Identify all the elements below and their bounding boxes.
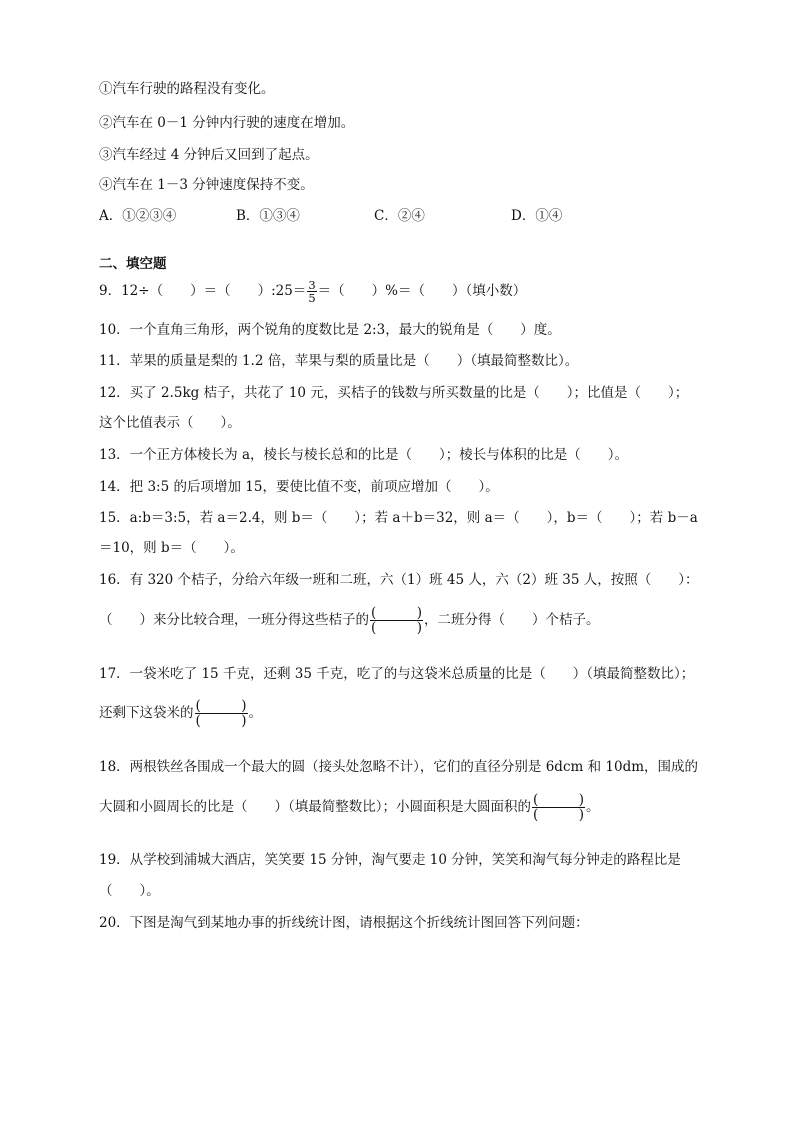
question-17-line-2 <box>99 699 262 728</box>
option-b: B．①③④ <box>236 208 300 224</box>
q18-fraction <box>532 793 585 822</box>
q17-fraction <box>195 699 248 728</box>
question-12-line-2: 这个比值表示（ ）。 <box>99 415 241 431</box>
option-a: A．①②③④ <box>99 208 177 224</box>
question-10: 10．一个直角三角形，两个锐角的度数比是 2:3，最大的锐角是（ ）度。 <box>99 322 561 338</box>
question-11: 11．苹果的质量是梨的 1.2 倍，苹果与梨的质量比是（ ）（填最简整数比）。 <box>99 353 579 369</box>
q18-numerator: ( ) <box>533 792 585 808</box>
q17-part-b: 。 <box>248 705 263 721</box>
q16-part-b: ，二班分得（ ）个桔子。 <box>424 612 600 628</box>
question-13: 13．一个正方体棱长为 a，棱长与棱长总和的比是（ ）；棱长与体积的比是（ ）。 <box>99 447 629 463</box>
q18-denominator: ( ) <box>533 807 585 823</box>
question-14: 14．把 3:5 的后项增加 15，要使比值不变，前项应增加（ ）。 <box>99 479 499 495</box>
q9-numerator: 3 <box>308 278 316 292</box>
question-20: 20．下图是淘气到某地办事的折线统计图，请根据这个折线统计图回答下列问题： <box>99 915 589 931</box>
statement-4: ④汽车在 1－3 分钟速度保持不变。 <box>99 177 314 193</box>
option-c: C．②④ <box>374 208 425 224</box>
question-16-line-1: 16．有 320 个桔子，分给六年级一班和二班，六（1）班 45 人，六（2）班 35 人，按照（ ）： <box>99 572 699 588</box>
option-d: D．①④ <box>511 208 563 224</box>
q16-part-a: （ ）来分比较合理，一班分得这些桔子的 <box>99 612 369 628</box>
q17-denominator: ( ) <box>195 713 247 729</box>
question-19-line-1: 19．从学校到浦城大酒店，笑笑要 15 分钟，淘气要走 10 分钟，笑笑和淘气每分钟走的路程比是 <box>99 852 681 868</box>
q18-part-b: 。 <box>586 799 600 815</box>
q16-numerator: ( ) <box>371 605 423 621</box>
section-heading: 二、填空题 <box>99 256 167 272</box>
q9-part-b: ＝（ ）%＝（ ）（填小数） <box>317 283 527 299</box>
question-19-line-2: （ ）。 <box>99 883 160 899</box>
q16-fraction <box>370 606 423 635</box>
q9-fraction <box>307 279 316 304</box>
question-9 <box>99 279 526 304</box>
q9-part-a: 9．12÷（ ）＝（ ）:25＝ <box>99 283 307 299</box>
q17-numerator: ( ) <box>195 698 247 714</box>
q16-denominator: ( ) <box>371 620 423 636</box>
question-18-line-1: 18．两根铁丝各围成一个最大的圆（接头处忽略不计），它们的直径分别是 6dcm 和 10dm，围成的 <box>99 759 699 775</box>
question-15-line-1: 15．a:b＝3:5，若 a＝2.4，则 b＝（ ）；若 a＋b＝32，则 a＝（ ），b＝（ ）；若 b－a <box>99 510 698 526</box>
question-16-line-2 <box>99 606 600 635</box>
statement-2: ②汽车在 0－1 分钟内行驶的速度在增加。 <box>99 115 355 131</box>
q18-part-a: 大圆和小圆周长的比是（ ）（填最简整数比）；小圆面积是大圆面积的 <box>99 799 531 815</box>
q9-denominator: 5 <box>308 291 316 305</box>
q17-part-a: 还剩下这袋米的 <box>99 705 194 721</box>
statement-3: ③汽车经过 4 分钟后又回到了起点。 <box>99 147 319 163</box>
question-18-line-2 <box>99 793 600 822</box>
question-12-line-1: 12．买了 2.5kg 桔子，共花了 10 元，买桔子的钱数与所买数量的比是（ ）；比值是（ ）； <box>99 385 689 401</box>
question-17-line-1: 17．一袋米吃了 15 千克，还剩 35 千克，吃了的与这袋米总质量的比是（ ）（填最简整数比）； <box>99 666 695 682</box>
question-15-line-2: ＝10，则 b＝（ ）。 <box>99 540 244 556</box>
statement-1: ①汽车行驶的路程没有变化。 <box>99 81 275 97</box>
